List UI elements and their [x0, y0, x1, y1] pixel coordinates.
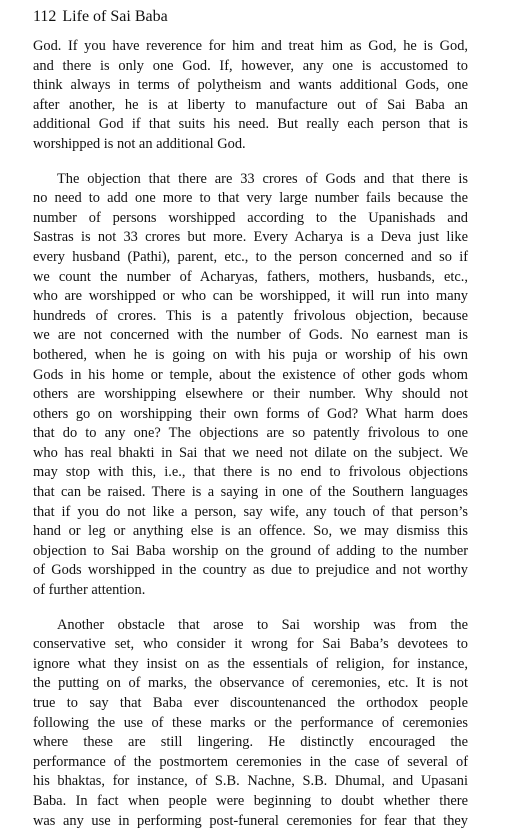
paragraph-gap: [33, 155, 468, 170]
text-line: worshipped is not an additional God.: [33, 135, 246, 152]
text-line: objection to Sai Baba worship on the ground of adding to the number: [33, 542, 468, 559]
text-line: ignore what they insist on as the essentials of religion, for instance,: [33, 655, 468, 672]
text-line: every husband (Pathi), parent, etc., to the person concerned and so if: [33, 248, 468, 265]
text-line: conservative set, who consider it wrong for Sai Baba’s devotees to: [33, 636, 468, 653]
text-line: we are not concerned with the number of Gods. No earnest man is: [33, 327, 468, 344]
text-line: of Gods worshipped in the country as due to prejudice and not worthy: [33, 562, 468, 579]
page-number: 112: [33, 8, 57, 25]
text-line: his bhaktas, for instance, of S.B. Nachne, S.B. Dhumal, and Upasani: [33, 773, 468, 790]
running-head: [33, 7, 168, 27]
text-line: may stop with this, i.e., that there is no end to frivolous objections: [33, 464, 468, 481]
text-line: God. If you have reverence for him and treat him as God, he is God,: [33, 38, 468, 54]
text-line: think always in terms of polytheism and wants additional Gods, one: [33, 77, 468, 94]
paragraph-1: [33, 37, 468, 155]
text-line: performance of the postmortem ceremonies in the case of several of: [33, 753, 468, 770]
text-line: bothered, when he is going on with his puja or worship of his own: [33, 346, 468, 363]
text-line: who has real bhakti in Sai that we need not dilate on the subject. We: [33, 444, 468, 461]
text-line: number of persons worshipped according to the Upanishads and: [33, 209, 468, 226]
text-line: that if you do not like a person, say wife, any touch of that person’s: [33, 503, 468, 520]
text-line: Sastras is not 33 crores but more. Every Acharya is a Deva just like: [33, 229, 468, 246]
text-line: after another, he is at liberty to manufacture out of Sai Baba an: [33, 96, 468, 113]
text-line: where these are still lingering. He distinctly encouraged the: [33, 734, 468, 751]
running-title: Life of Sai Baba: [62, 8, 168, 25]
text-line: others are worshipping elsewhere or their number. Why should not: [33, 386, 468, 403]
text-line: that can be raised. There is a saying in one of the Southern languages: [33, 484, 468, 501]
text-line: no need to add one more to that very large number fails because the: [33, 190, 468, 207]
text-line: The objection that there are 33 crores of Gods and that there is: [57, 170, 468, 187]
text-line: hand or leg or anything else is an offence. So, we may dismiss this: [33, 523, 468, 540]
text-line: of further attention.: [33, 582, 146, 599]
text-line: following the use of these marks or the performance of ceremonies: [33, 714, 468, 731]
text-line: we count the number of Acharyas, fathers, mothers, husbands, etc.,: [33, 268, 468, 285]
text-line: Another obstacle that arose to Sai worship was from the: [57, 616, 468, 633]
paragraph-2: [33, 170, 468, 601]
text-line: additional God if that suits his need. But really each person that is: [33, 116, 468, 133]
text-line: hundreds of crores. This is a patently frivolous objection, because: [33, 307, 468, 324]
text-line: and there is only one God. If, however, any one is accustomed to: [33, 57, 468, 74]
text-line: who are worshipped or who can be worshipped, it will run into many: [33, 288, 468, 305]
text-line: that do to any one? The objections are so patently frivolous to one: [33, 425, 468, 442]
text-line: the putting on of marks, the observance of ceremonies, etc. It is not: [33, 675, 468, 692]
paragraph-3: [33, 616, 468, 831]
body-text: [33, 37, 468, 831]
text-line: true to say that Baba ever discountenanced the orthodox people: [33, 695, 468, 711]
text-line: Gods in his home or temple, about the existence of other gods whom: [33, 366, 468, 383]
text-line: others go on worshipping their own forms of God? What harm does: [33, 405, 468, 422]
paragraph-gap: [33, 601, 468, 616]
text-line: was any use in performing post-funeral ceremonies for fear that they: [33, 812, 468, 829]
text-line: Baba. In fact when people were beginning to doubt whether there: [33, 792, 468, 809]
